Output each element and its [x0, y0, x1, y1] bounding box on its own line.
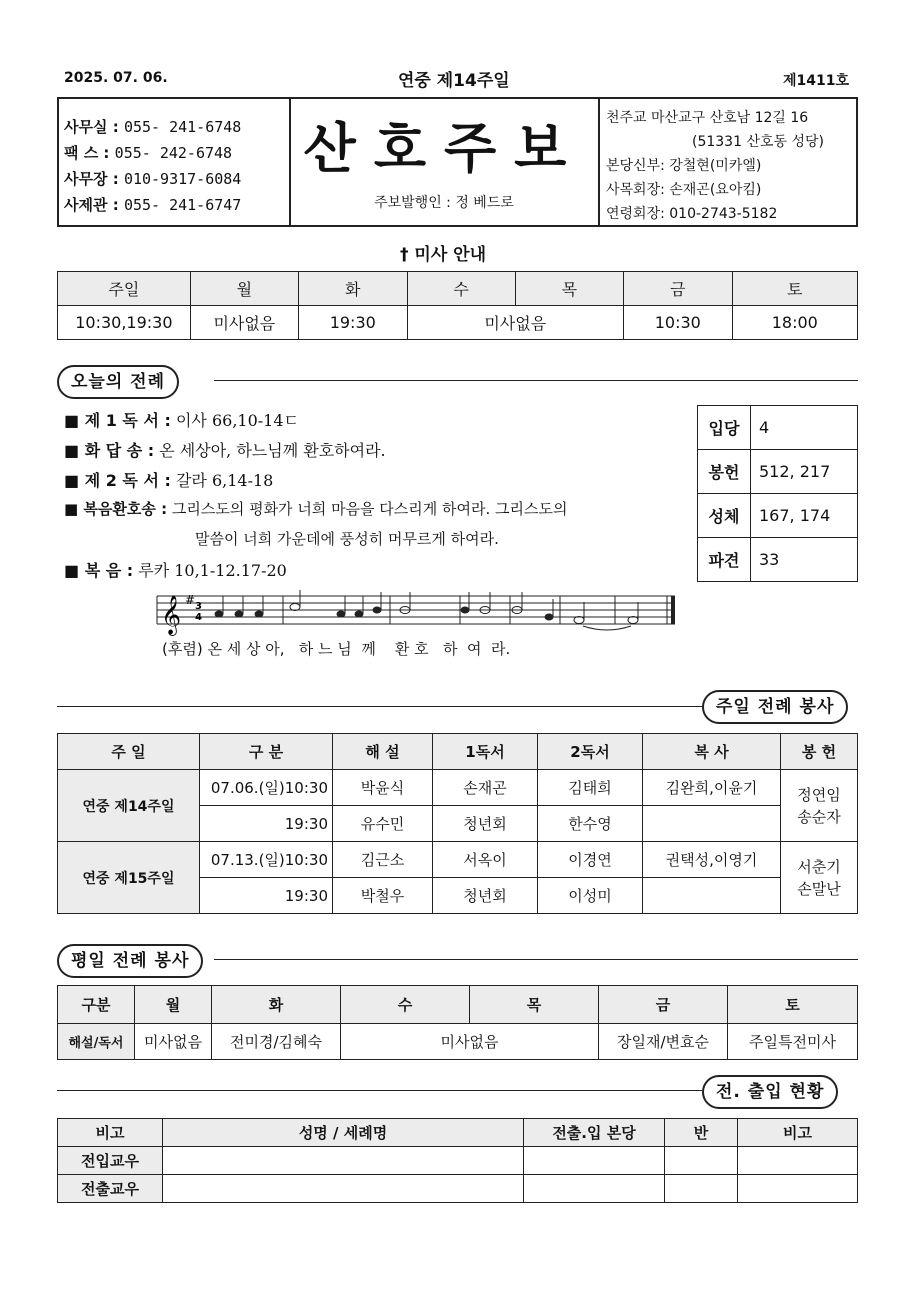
contact-rectory: 사제관 : 055- 241-6747: [64, 196, 242, 214]
gospel-acclamation: ■ 복음환호송 : 그리스도의 평화가 너희 마음을 다스리게 하여라. 그리스도의: [64, 500, 568, 518]
transfer-header: 반: [665, 1119, 738, 1147]
transfer-header: 비고: [58, 1119, 163, 1147]
weekday-header: 화: [212, 986, 341, 1024]
liturgy-pill: 오늘의 전례: [57, 365, 179, 399]
transfer-cell: [163, 1175, 524, 1203]
mass-time: 미사없음: [190, 306, 298, 340]
mass-heading: † 미사 안내: [400, 245, 487, 265]
service-time: 19:30: [200, 806, 333, 842]
parish-info: [606, 106, 824, 226]
contact-list: [64, 114, 241, 218]
offertory-name: 손말난: [797, 879, 841, 898]
sunday-service-table: [57, 733, 858, 914]
transfer-header: 성명 / 세례명: [163, 1119, 524, 1147]
weekday-header: 토: [728, 986, 858, 1024]
altar-server: 권택성,이영기: [643, 842, 781, 878]
refrain-lyrics: (후렴) 온 세 상 아, 하 느 님 께 환 호 하 여 라.: [162, 640, 511, 658]
commentator: 박윤식: [333, 770, 433, 806]
hymn-value: 33: [751, 538, 858, 582]
sunday-service-rule: [57, 706, 702, 707]
mass-time: 10:30,19:30: [58, 306, 191, 340]
commentator: 김근소: [333, 842, 433, 878]
hymn-value: 167, 174: [751, 494, 858, 538]
transfer-table: [57, 1118, 858, 1203]
transfer-cell: [665, 1175, 738, 1203]
hymn-label: 봉헌: [698, 450, 751, 494]
reading-1: ■ 제 1 독 서 : 이사 66,10-14ㄷ: [64, 411, 299, 430]
gospel-acclamation-cont: 말씀이 너희 가운데에 풍성히 머무르게 하여라.: [195, 530, 499, 548]
weekday-service-table: [57, 985, 858, 1060]
offertory-name: 정연임: [797, 785, 841, 804]
sunday-header: 구 분: [200, 734, 333, 770]
mass-day: 월: [190, 272, 298, 306]
sunday-header: 봉 헌: [781, 734, 858, 770]
sunday-header: 2독서: [538, 734, 643, 770]
service-time: 07.13.(일)10:30: [200, 842, 333, 878]
mass-time: 미사없음: [407, 306, 624, 340]
svg-text:𝄞: 𝄞: [161, 595, 182, 635]
transfer-cell: [524, 1175, 665, 1203]
hymn-value: 4: [751, 406, 858, 450]
offertory-cell: [781, 842, 858, 914]
contact-fax: 팩 스 : 055- 242-6748: [64, 144, 233, 162]
reader-1: 청년회: [433, 878, 538, 914]
reader-1: 손재곤: [433, 770, 538, 806]
parish-pastor: 본당신부: 강철현(미카엘): [606, 158, 762, 174]
reader-2: 한수영: [538, 806, 643, 842]
weekday-value: 장일재/변효순: [599, 1024, 728, 1060]
parish-council: 사목회장: 손재곤(요아킴): [606, 182, 762, 198]
service-time: 19:30: [200, 878, 333, 914]
altar-server: [643, 806, 781, 842]
bulletin-title: 산호주보: [303, 116, 585, 180]
offertory-cell: [781, 770, 858, 842]
offertory-name: 서춘기: [797, 857, 841, 876]
mass-day: 토: [732, 272, 857, 306]
hymn-table: [697, 405, 858, 582]
reader-2: 이경연: [538, 842, 643, 878]
service-time: 07.06.(일)10:30: [200, 770, 333, 806]
sunday-header: 1독서: [433, 734, 538, 770]
sunday-header: 복 사: [643, 734, 781, 770]
mass-day: 수: [407, 272, 515, 306]
reader-1: 청년회: [433, 806, 538, 842]
weekday-header: 금: [599, 986, 728, 1024]
bulletin-date: 2025. 07. 06.: [64, 70, 168, 86]
publisher: 주보발행인 : 정 베드로: [374, 195, 514, 211]
weekday-value: 미사없음: [341, 1024, 599, 1060]
transfer-rule: [57, 1090, 702, 1091]
transfer-pill: 전. 출입 현황: [702, 1075, 838, 1109]
weekday-value: 주일특전미사: [728, 1024, 858, 1060]
parish-federation: 연령회장: 010-2743-5182: [606, 206, 778, 222]
offertory-name: 송순자: [797, 807, 841, 826]
mass-time: 19:30: [298, 306, 407, 340]
transfer-cell: [738, 1175, 858, 1203]
weekday-service-rule: [214, 959, 858, 960]
liturgy-rule: [214, 380, 858, 381]
gospel: ■ 복 음 : 루카 10,1-12.17-20: [64, 561, 287, 580]
parish-postal: (51331 산호동 성당): [692, 134, 824, 150]
reading-2: ■ 제 2 독 서 : 갈라 6,14-18: [64, 471, 274, 490]
transfer-cell: [163, 1147, 524, 1175]
mass-day: 주일: [58, 272, 191, 306]
hymn-value: 512, 217: [751, 450, 858, 494]
weekday-header: 월: [135, 986, 212, 1024]
altar-server: 김완희,이윤기: [643, 770, 781, 806]
issue-number: 제1411호: [783, 73, 850, 89]
header-divider-left: [289, 97, 291, 227]
svg-text:#: #: [185, 593, 196, 607]
mass-time: 18:00: [732, 306, 857, 340]
weekday-value: 미사없음: [135, 1024, 212, 1060]
transfer-header: 전출.입 본당: [524, 1119, 665, 1147]
transfer-row-label: 전입교우: [58, 1147, 163, 1175]
parish-address: 천주교 마산교구 산호남 12길 16: [606, 110, 809, 126]
sunday-header: 해 설: [333, 734, 433, 770]
mass-day: 금: [624, 272, 733, 306]
commentator: 유수민: [333, 806, 433, 842]
sunday-name: 연중 제14주일: [58, 770, 200, 842]
weekday-row-label: 해설/독서: [58, 1024, 135, 1060]
reader-2: 김태희: [538, 770, 643, 806]
responsorial-psalm: ■ 화 답 송 : 온 세상아, 하느님께 환호하여라.: [64, 441, 386, 460]
svg-text:4: 4: [195, 612, 202, 623]
hymn-label: 입당: [698, 406, 751, 450]
mass-table: [57, 271, 858, 340]
sunday-service-pill: 주일 전례 봉사: [702, 690, 848, 724]
altar-server: [643, 878, 781, 914]
mass-time: 10:30: [624, 306, 733, 340]
reader-2: 이성미: [538, 878, 643, 914]
hymn-label: 성체: [698, 494, 751, 538]
transfer-cell: [524, 1147, 665, 1175]
weekday-header: 목: [470, 986, 599, 1024]
transfer-row-label: 전출교우: [58, 1175, 163, 1203]
transfer-cell: [738, 1147, 858, 1175]
weekday-header: 구분: [58, 986, 135, 1024]
weekday-header: 수: [341, 986, 470, 1024]
contact-office: 사무실 : 055- 241-6748: [64, 118, 242, 136]
transfer-cell: [665, 1147, 738, 1175]
sunday-header: 주 일: [58, 734, 200, 770]
commentator: 박철우: [333, 878, 433, 914]
mass-day: 목: [515, 272, 623, 306]
mass-day: 화: [298, 272, 407, 306]
transfer-header: 비고: [738, 1119, 858, 1147]
header-divider-right: [598, 97, 600, 227]
contact-secretary: 사무장 : 010-9317-6084: [64, 170, 242, 188]
liturgical-week: 연중 제14주일: [398, 71, 510, 91]
refrain-music-staff: [155, 590, 680, 636]
weekday-value: 전미경/김혜숙: [212, 1024, 341, 1060]
hymn-label: 파견: [698, 538, 751, 582]
svg-text:3: 3: [195, 601, 202, 612]
reader-1: 서옥이: [433, 842, 538, 878]
weekday-service-pill: 평일 전례 봉사: [57, 944, 203, 978]
sunday-name: 연중 제15주일: [58, 842, 200, 914]
